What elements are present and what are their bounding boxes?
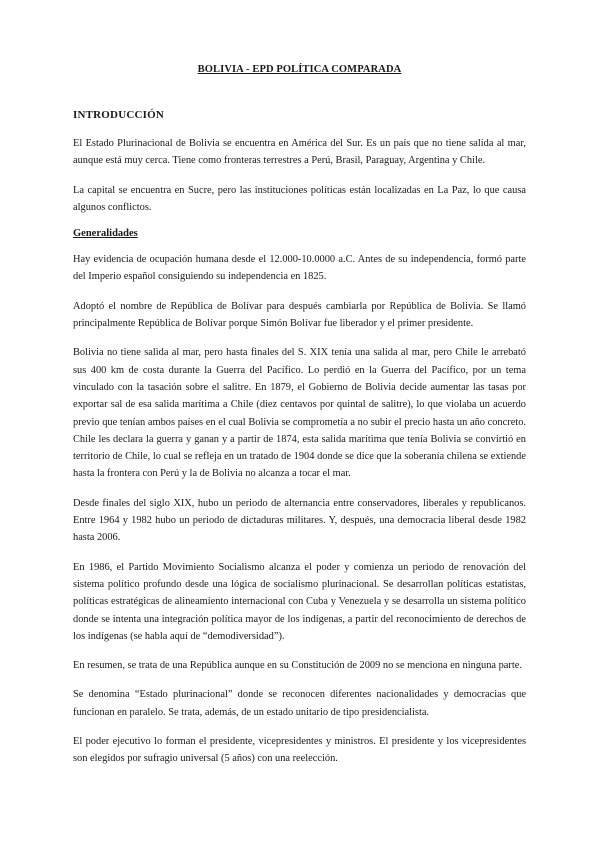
document-title: BOLIVIA - EPD POLÍTICA COMPARADA	[197, 64, 402, 75]
paragraph: En 1986, el Partido Movimiento Socialismo alcanza el poder y comienza un periodo de renovación del sistema político profundo desde una lógica de socialismo plurinacional. Se desarrollan políticas estatistas, políticas estratégicas de alineamiento internacional con Cuba y Venezuela y se desarrolla un sistema político donde se intenta una integración política mayor de los indígenas, a partir del reconocimiento de derechos de los indígenas (se habla aquí de “demodiversidad”).	[73, 561, 526, 642]
paragraph: Se denomina “Estado plurinacional” donde se reconocen diferentes nacionalidades y democracias que funcionan en paralelo. Se trata, además, de un estado unitario de tipo presidencialista.	[73, 689, 526, 718]
paragraph: En resumen, se trata de una República aunque en su Constitución de 2009 no se menciona en ninguna parte.	[73, 660, 522, 672]
paragraph: Bolivia no tiene salida al mar, pero hasta finales del S. XIX tenía una salida al mar, pero Chile le arrebató sus 400 km de costa durante la Guerra del Pacífico. Lo perdió en la Guerra del Pacífico, por un tema vinculado con la tasación sobre el salitre. En 1879, el Gobierno de Bolivia decide aumentar las tasas por exportar sal de esa salida marítima a Chile (diez centavos por quintal de salitre), lo que violaba un acuerdo previo que tenían ambos países en el cual Bolivia se comprometía a no subir el precio hasta un año concreto. Chile les declara la guerra y ganan y a partir de 1874, esta salida marítima que tenía Bolivia se convirtió en territorio de Chile, lo cual se refleja en un tratado de 1904 donde se dice que la soberanía chilena se extiende hasta la frontera con Perú y la de Bolivia no alcanza a tocar el mar.	[73, 347, 526, 480]
paragraph: La capital se encuentra en Sucre, pero las instituciones políticas están localizadas en La Paz, lo que causa algunos conflictos.	[73, 184, 526, 213]
paragraph: El poder ejecutivo lo forman el presidente, vicepresidentes y ministros. El presidente y los vicepresidentes son elegidos por sufragio universal (5 años) con una reelección.	[73, 736, 526, 765]
paragraph: Hay evidencia de ocupación humana desde el 12.000-10.0000 a.C. Antes de su independencia, formó parte del Imperio español consiguiendo su independencia en 1825.	[73, 254, 526, 283]
section-heading-introduccion: INTRODUCCIÓN	[73, 109, 165, 121]
paragraph: El Estado Plurinacional de Bolivia se encuentra en América del Sur. Es un país que no tiene salida al mar, aunque está muy cerca. Tiene como fronteras terrestres a Perú, Brasil, Paraguay, Argentina y Chile.	[73, 138, 526, 167]
subheading-generalidades: Generalidades	[73, 228, 138, 240]
document-page	[73, 64, 526, 780]
paragraph: Desde finales del siglo XIX, hubo un periodo de alternancia entre conservadores, liberales y republicanos. Entre 1964 y 1982 hubo un periodo de dictaduras militares. Y, después, una democracia liberal desde 1982 hasta 2006.	[73, 497, 526, 544]
paragraph: Adoptó el nombre de República de Bolívar para después cambiarla por República de Bolivia. Se llamó principalmente República de Bolívar porque Simón Bolívar fue liberador y el primer presidente.	[73, 300, 526, 330]
